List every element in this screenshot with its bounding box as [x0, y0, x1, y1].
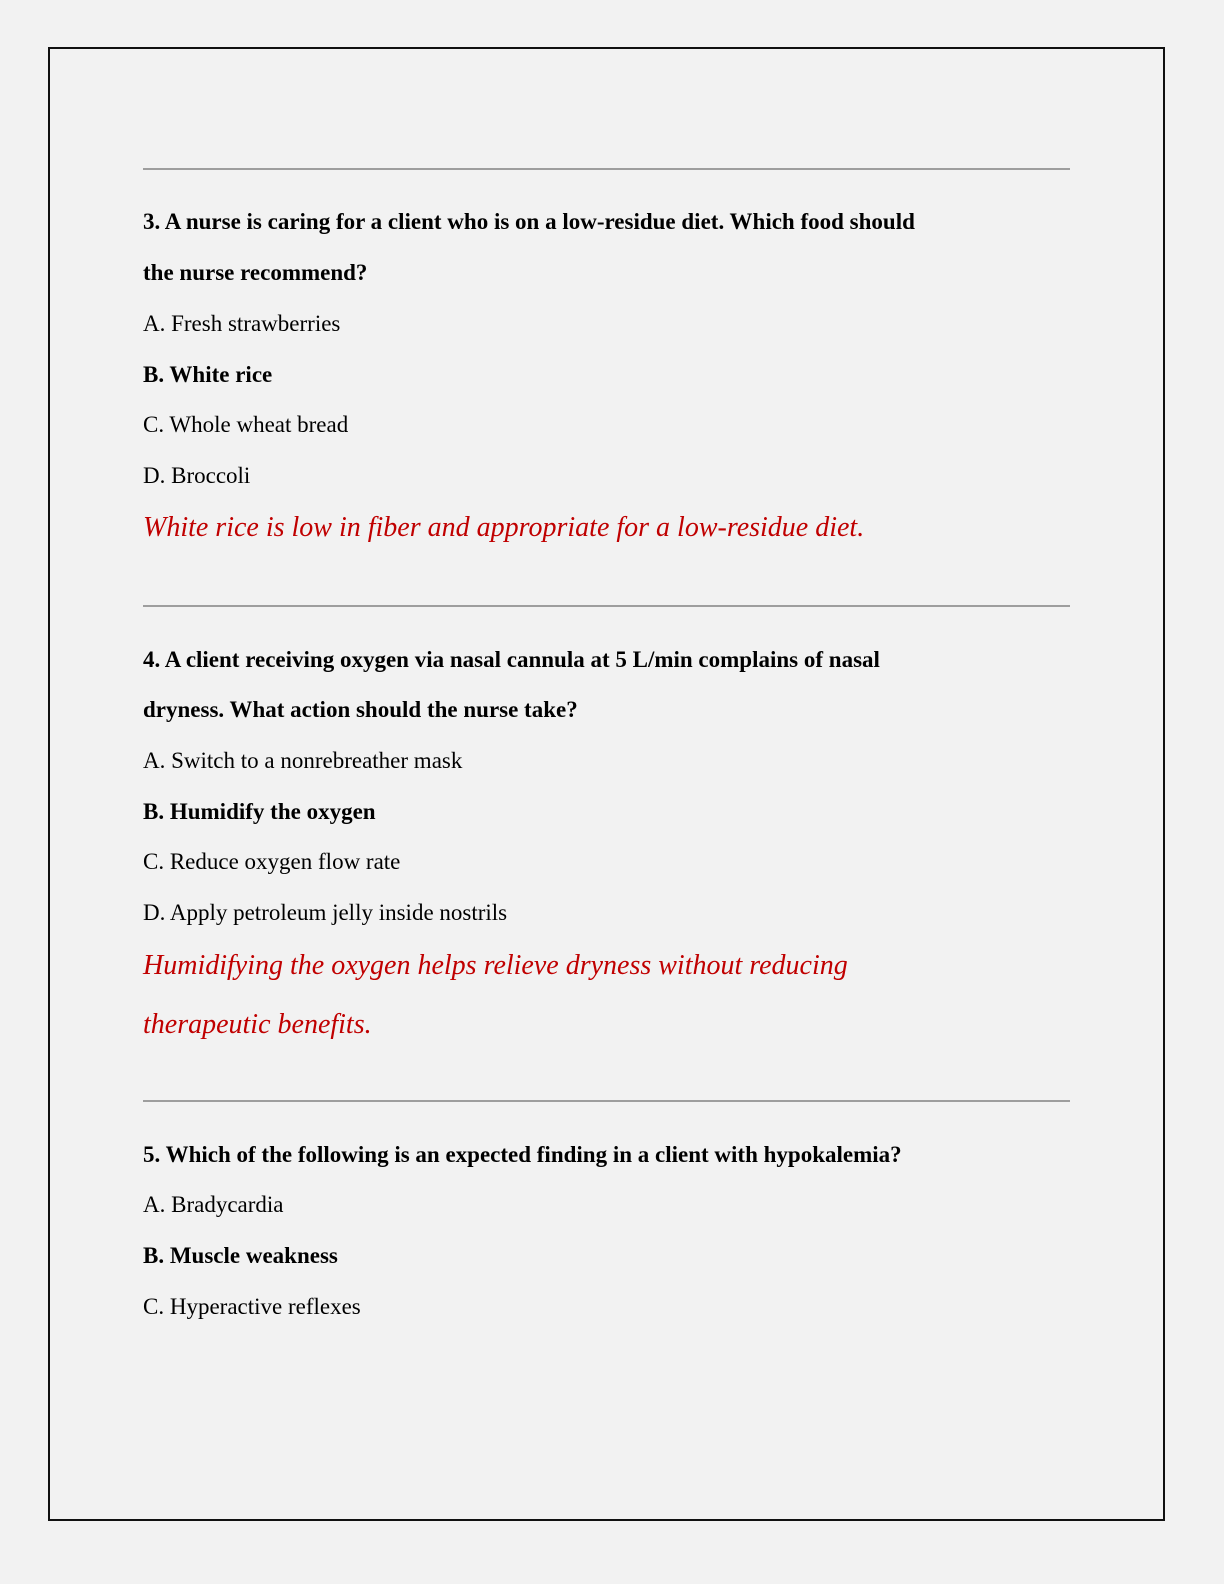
- question-3-option-b-correct: B. White rice: [143, 362, 273, 387]
- question-5-stem: 5. Which of the following is an expected finding in a client with hypokalemia?: [143, 1142, 902, 1167]
- question-4-explanation-line-1: Humidifying the oxygen helps relieve dryness without reducing: [143, 950, 848, 981]
- divider: [143, 168, 1070, 170]
- question-5-option-c: C. Hyperactive reflexes: [143, 1294, 361, 1319]
- question-4-option-b-correct: B. Humidify the oxygen: [143, 799, 376, 824]
- question-3-option-a: A. Fresh strawberries: [143, 311, 341, 336]
- question-4-explanation-line-2: therapeutic benefits.: [143, 1009, 372, 1040]
- question-3-explanation: White rice is low in fiber and appropriate for a low-residue diet.: [143, 512, 865, 543]
- divider: [143, 605, 1070, 607]
- question-4-stem-line-2: dryness. What action should the nurse take?: [143, 697, 578, 722]
- divider: [143, 1100, 1070, 1102]
- question-4-option-d: D. Apply petroleum jelly inside nostrils: [143, 900, 508, 925]
- question-4-option-c: C. Reduce oxygen flow rate: [143, 849, 401, 874]
- question-3-option-d: D. Broccoli: [143, 463, 251, 488]
- question-5-option-b-correct: B. Muscle weakness: [143, 1243, 338, 1268]
- question-5-option-a: A. Bradycardia: [143, 1192, 284, 1217]
- question-4-stem-line-1: 4. A client receiving oxygen via nasal cannula at 5 L/min complains of nasal: [143, 647, 880, 672]
- question-4-option-a: A. Switch to a nonrebreather mask: [143, 748, 463, 773]
- question-3-stem-line-2: the nurse recommend?: [143, 260, 368, 285]
- question-3-stem-line-1: 3. A nurse is caring for a client who is on a low-residue diet. Which food should: [143, 209, 915, 234]
- question-3-option-c: C. Whole wheat bread: [143, 412, 349, 437]
